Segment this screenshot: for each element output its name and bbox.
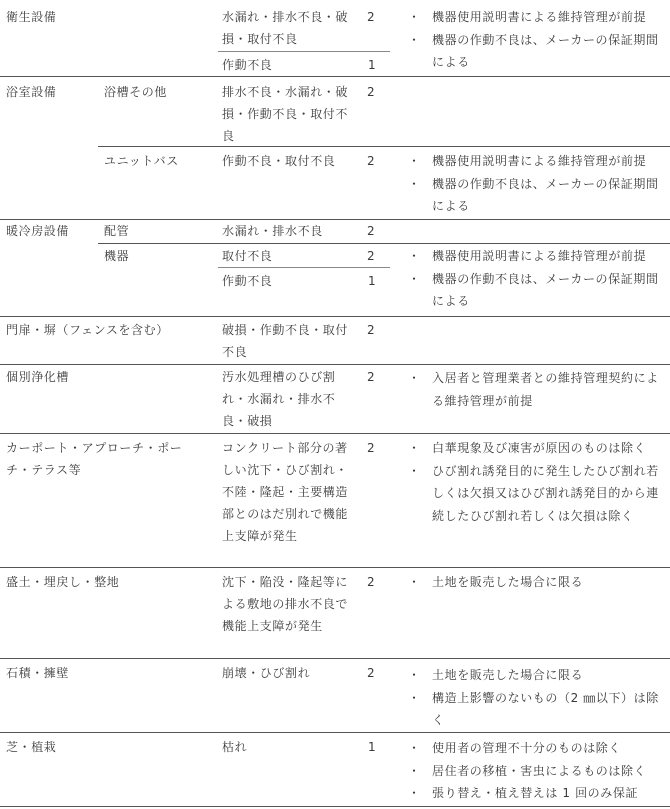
list-item: ・ 白華現象及び凍害が原因のものは除く xyxy=(408,441,647,455)
defect-bath: 排水不良・水漏れ・破損・作動不良・取付不良 xyxy=(222,85,349,143)
defect-eisei-1: 水漏れ・排水不良・破損・取付不良 xyxy=(222,10,349,46)
subcategory-bath: 浴槽その他 xyxy=(104,85,168,99)
defect-piping: 水漏れ・排水不良 xyxy=(222,224,323,238)
notes-carport xyxy=(408,437,666,527)
divider xyxy=(0,806,670,807)
list-item: ・ 機器の作動不良は、メーカーの保証期間による xyxy=(408,32,659,69)
divider xyxy=(0,567,670,568)
list-item: ・ 張り替え・植え替えは 1 回のみ保証 xyxy=(408,786,639,800)
divider xyxy=(0,316,670,317)
subcategory-unitbath: ユニットバス xyxy=(104,154,179,168)
defect-eisei-2: 作動不良 xyxy=(222,58,273,72)
notes-yokushitsu xyxy=(408,150,666,218)
notes-ishizumi xyxy=(408,664,666,732)
notes-shiba xyxy=(408,737,666,805)
list-item: ・ 入居者と管理業者との維持管理契約による維持管理が前提 xyxy=(408,371,659,408)
defect-unitbath: 作動不良・取付不良 xyxy=(222,154,336,168)
divider xyxy=(0,219,670,220)
years-unitbath: 2 xyxy=(367,154,376,168)
category-ishizumi: 石積・擁壁 xyxy=(6,666,70,680)
list-item: ・ 機器使用説明書による維持管理が前提 xyxy=(408,249,647,263)
divider xyxy=(0,658,670,659)
years-equipment-2: 1 xyxy=(368,274,377,288)
years-bath: 2 xyxy=(367,85,376,99)
category-mompi: 門扉・塀（フェンスを含む） xyxy=(6,323,169,337)
divider xyxy=(0,732,670,733)
category-eisei: 衛生設備 xyxy=(6,10,57,24)
list-item: ・ 土地を販売した場合に限る xyxy=(408,668,584,682)
category-morido: 盛土・埋戻し・整地 xyxy=(6,575,120,589)
years-piping: 2 xyxy=(367,224,376,238)
notes-morido xyxy=(408,571,666,594)
years-jokaso: 2 xyxy=(367,370,376,384)
divider xyxy=(98,146,670,147)
years-mompi: 2 xyxy=(367,323,376,337)
defect-morido: 沈下・陥没・隆起等による敷地の排水不良で機能上支障が発生 xyxy=(222,575,349,633)
years-carport: 2 xyxy=(367,441,376,455)
notes-jokaso xyxy=(408,367,666,412)
years-morido: 2 xyxy=(367,575,376,589)
list-item: ・ 機器の作動不良は、メーカーの保証期間による xyxy=(408,271,659,308)
divider xyxy=(0,433,670,434)
subcategory-equipment: 機器 xyxy=(104,249,130,263)
category-jokaso: 個別浄化槽 xyxy=(6,370,70,384)
list-item: ・ 構造上影響のないもの（2 ㎜以下）は除く xyxy=(408,690,659,727)
list-item: ・ 使用者の管理不十分のものは除く xyxy=(408,741,622,755)
years-ishizumi: 2 xyxy=(367,666,376,680)
list-item: ・ ひび割れ誘発目的に発生したひび割れ若しくは欠損又はひび割れ誘発目的から連続したひび割れ若しくは欠損は除く xyxy=(408,463,659,523)
list-item: ・ 機器の作動不良は、メーカーの保証期間による xyxy=(408,176,659,213)
list-item: ・ 機器使用説明書による維持管理が前提 xyxy=(408,154,647,168)
divider xyxy=(0,76,670,77)
defect-equipment-2: 作動不良 xyxy=(222,274,273,288)
category-danreibo: 暖冷房設備 xyxy=(6,224,70,238)
divider xyxy=(218,267,390,268)
years-eisei-1: 2 xyxy=(367,10,376,24)
list-item: ・ 土地を販売した場合に限る xyxy=(408,575,584,589)
years-eisei-2: 1 xyxy=(368,58,377,72)
list-item: ・ 居住者の移植・害虫によるものは除く xyxy=(408,763,647,778)
defect-shiba: 枯れ xyxy=(222,740,248,754)
divider xyxy=(0,364,670,365)
defect-mompi: 破損・作動不良・取付不良 xyxy=(222,323,349,359)
subcategory-piping: 配管 xyxy=(104,224,130,238)
category-carport: カーポート・アプローチ・ポーチ・テラス等 xyxy=(6,441,183,477)
notes-danreibo xyxy=(408,245,666,313)
defect-jokaso: 汚水処理槽のひび割れ・水漏れ・排水不良・破損 xyxy=(222,370,336,428)
list-item: ・ 機器使用説明書による維持管理が前提 xyxy=(408,10,647,24)
divider xyxy=(218,51,390,52)
category-yokushitsu: 浴室設備 xyxy=(6,85,57,99)
notes-eisei xyxy=(408,6,666,74)
defect-carport: コンクリート部分の著しい沈下・ひび割れ・不陸・隆起・主要構造部とのはだ別れで機能上支障が発生 xyxy=(222,441,349,543)
years-shiba: 1 xyxy=(368,740,377,754)
years-equipment-1: 2 xyxy=(367,249,376,263)
defect-equipment-1: 取付不良 xyxy=(222,249,273,263)
defect-ishizumi: 崩壊・ひび割れ xyxy=(222,666,311,680)
category-shiba: 芝・植栽 xyxy=(6,740,57,754)
divider xyxy=(98,243,670,244)
